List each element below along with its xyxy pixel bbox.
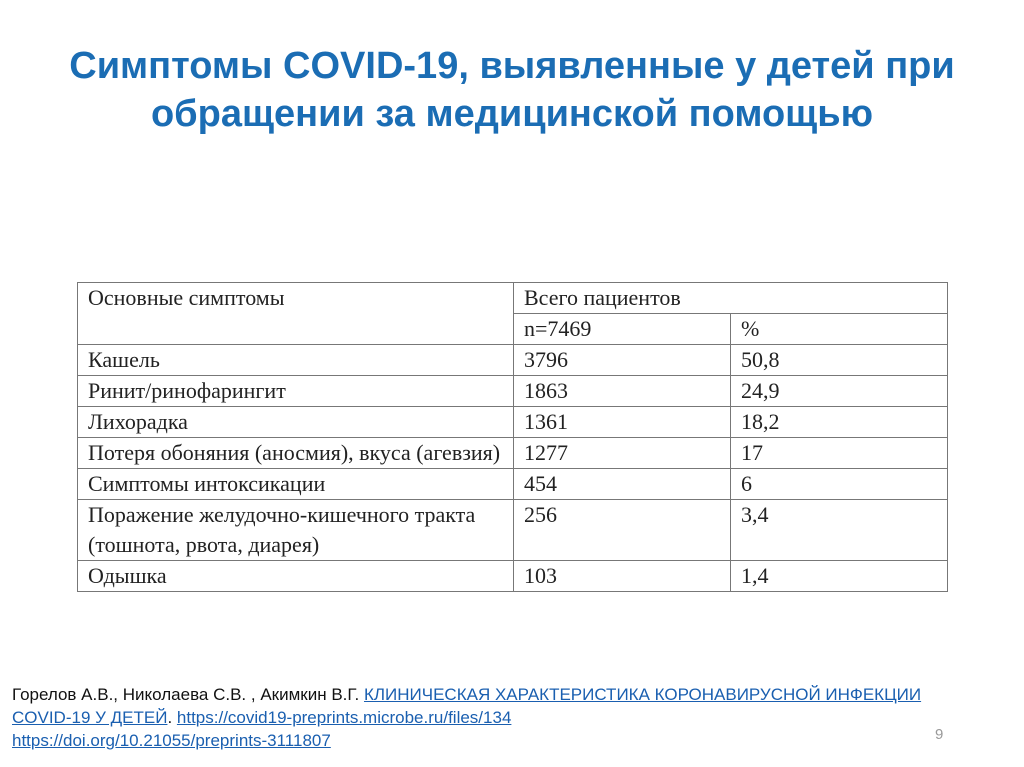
table-row (78, 561, 948, 592)
table-row (78, 345, 948, 376)
cell-pct: 50,8 (731, 345, 948, 376)
table-row (78, 469, 948, 500)
cell-n: 103 (514, 561, 731, 592)
cell-symptom: Кашель (78, 345, 514, 376)
cell-n: 454 (514, 469, 731, 500)
references: Горелов А.В., Николаева С.В. , Акимкин В.Г. КЛИНИЧЕСКАЯ ХАРАКТЕРИСТИКА КОРОНАВИРУСНОЙ ИНФЕКЦИИ COVID-19 У ДЕТЕЙ. https://covid19-preprints.microbe.ru/files/134 https://doi.org/10.21055/preprints-3111807 (12, 685, 922, 750)
ref-authors: Горелов А.В., Николаева С.В. , Акимкин В.Г. (12, 685, 360, 704)
cell-pct: 18,2 (731, 407, 948, 438)
header-percent: % (731, 314, 948, 345)
header-total-patients: Всего пациентов (514, 283, 948, 314)
header-n: n=7469 (514, 314, 731, 345)
ref-article-link[interactable]: КЛИНИЧЕСКАЯ ХАРАКТЕРИСТИКА КОРОНАВИРУСНОЙ ИНФЕКЦИИ COVID-19 У ДЕТЕЙ (12, 685, 922, 727)
cell-pct: 3,4 (731, 500, 948, 561)
cell-symptom: Лихорадка (78, 407, 514, 438)
ref-url-1[interactable]: https://covid19-preprints.microbe.ru/files/134 (176, 708, 512, 727)
cell-symptom: Симптомы интоксикации (78, 469, 514, 500)
cell-symptom: Ринит/ринофарингит (78, 376, 514, 407)
slide-title: Симптомы COVID-19, выявленные у детей при обращении за медицинской помощью (69, 45, 955, 135)
cell-pct: 24,9 (731, 376, 948, 407)
cell-n: 1277 (514, 438, 731, 469)
page-number: 9 (935, 726, 944, 743)
cell-n: 1361 (514, 407, 731, 438)
cell-pct: 6 (731, 469, 948, 500)
header-symptoms: Основные симптомы (78, 283, 514, 345)
table-row (78, 407, 948, 438)
cell-n: 1863 (514, 376, 731, 407)
table-row (78, 438, 948, 469)
table-row (78, 500, 948, 561)
symptoms-table (77, 282, 948, 592)
cell-n: 3796 (514, 345, 731, 376)
table-header-row (78, 283, 948, 314)
table-row (78, 376, 948, 407)
ref-url-2[interactable]: https://doi.org/10.21055/preprints-3111807 (12, 731, 331, 750)
cell-pct: 1,4 (731, 561, 948, 592)
cell-n: 256 (514, 500, 731, 561)
cell-symptom: Потеря обоняния (аносмия), вкуса (агевзия) (78, 438, 514, 469)
cell-pct: 17 (731, 438, 948, 469)
cell-symptom: Поражение желудочно-кишечного тракта (тошнота, рвота, диарея) (78, 500, 514, 561)
cell-symptom: Одышка (78, 561, 514, 592)
